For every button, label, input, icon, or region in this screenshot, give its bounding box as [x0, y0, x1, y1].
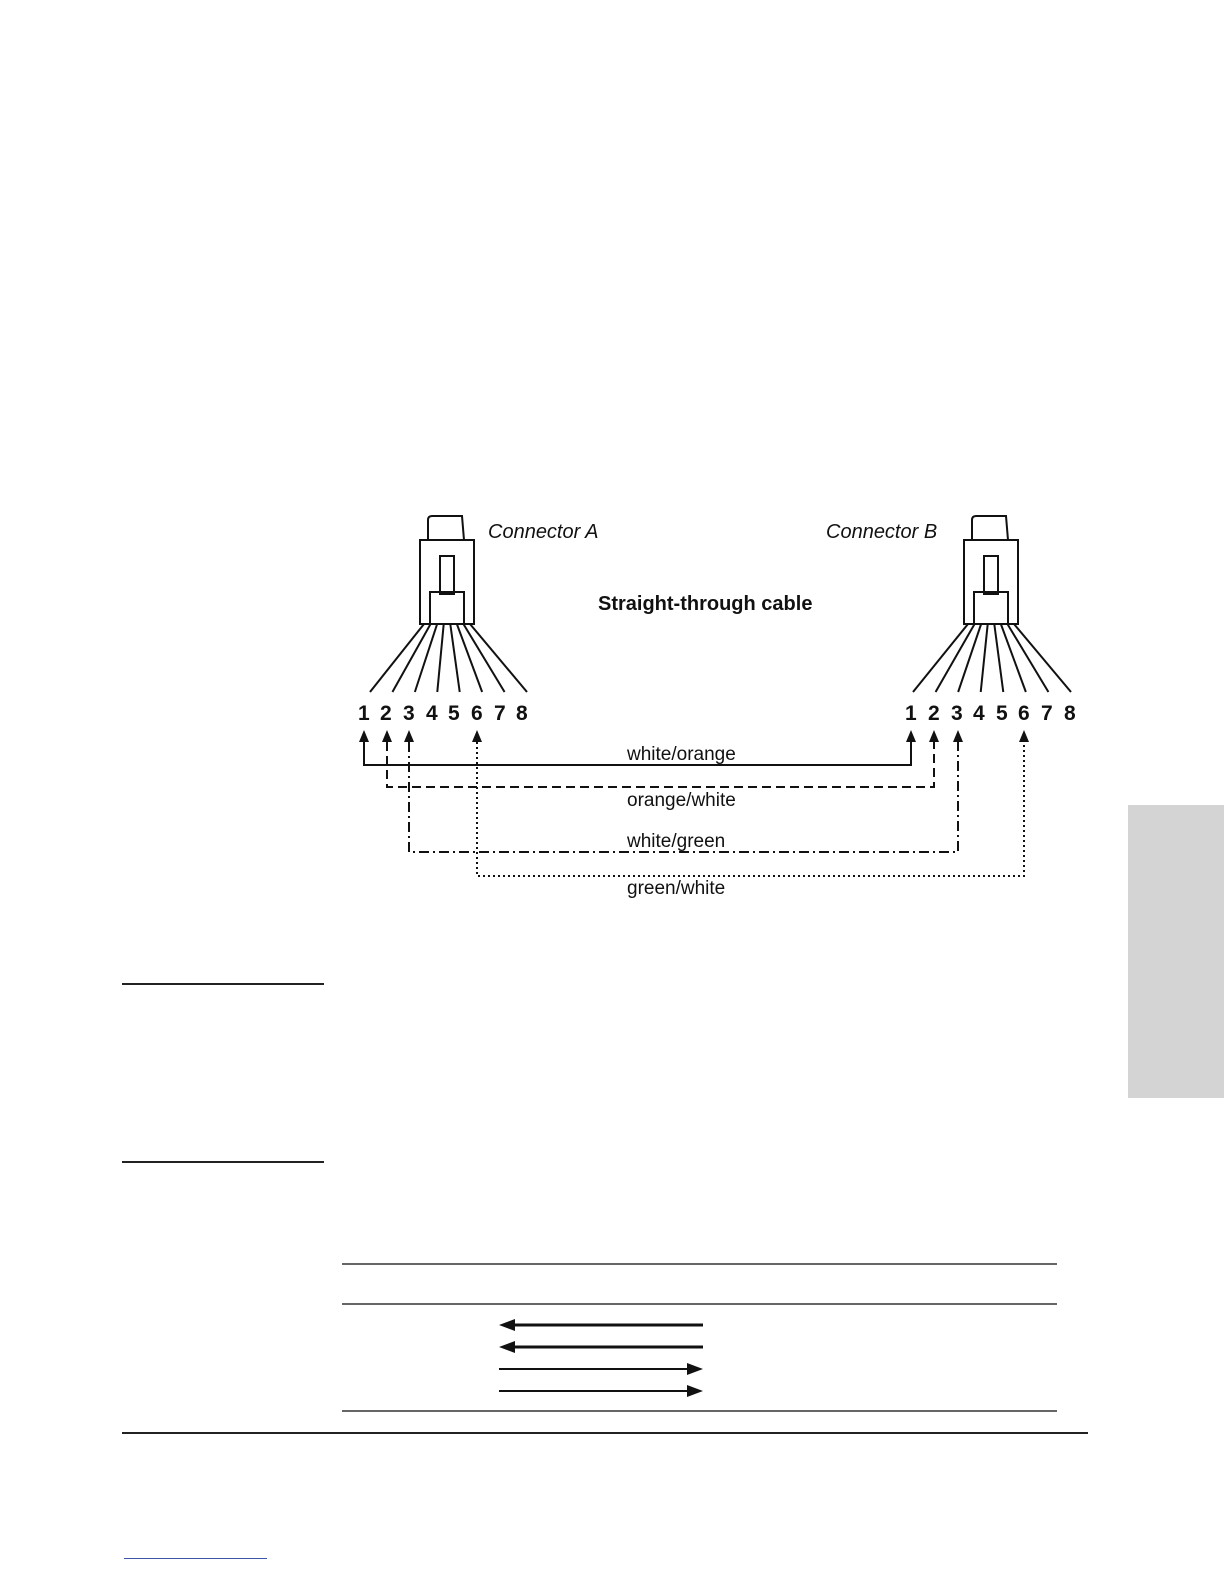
diagram-title: Straight-through cable	[598, 593, 813, 615]
wire-label-orange-white: orange/white	[627, 790, 736, 811]
arrow-a-pin3	[404, 730, 414, 742]
pin-b-6: 6	[1018, 702, 1030, 725]
connector-b-fan-wire-5	[994, 624, 1003, 692]
pin-a-6: 6	[471, 702, 483, 725]
pin-b-8: 8	[1064, 702, 1076, 725]
arrow-b-pin2	[929, 730, 939, 742]
connector-a-fan-wire-1	[370, 624, 424, 692]
pin-b-3: 3	[951, 702, 963, 725]
connector-a-label: Connector A	[488, 521, 599, 543]
connector-b-plug	[964, 516, 1018, 624]
connector-b-fan-wires	[913, 624, 1071, 692]
pin-b-2: 2	[928, 702, 940, 725]
connector-a-fan-wires	[370, 624, 527, 692]
connector-a-plug	[420, 516, 474, 624]
connector-a-fan-wire-4	[437, 624, 443, 692]
arrow-b-pin1	[906, 730, 916, 742]
wire-label-white-green: white/green	[627, 831, 726, 852]
pin-a-4: 4	[426, 702, 438, 725]
pin-b-7: 7	[1041, 702, 1053, 725]
pin-b-1: 1	[905, 702, 917, 725]
arrow-b-pin3	[953, 730, 963, 742]
pin-b-5: 5	[996, 702, 1008, 725]
table-row-3-arrow-right	[499, 1363, 703, 1375]
pin-a-7: 7	[494, 702, 506, 725]
arrow-a-pin1	[359, 730, 369, 742]
pin-a-2: 2	[380, 702, 392, 725]
wire-green-white	[477, 742, 1024, 876]
table-row-2-arrow-left	[499, 1341, 703, 1353]
connector-b-label: Connector B	[826, 521, 938, 543]
arrow-a-pin2	[382, 730, 392, 742]
pin-a-3: 3	[403, 702, 415, 725]
pin-a-1: 1	[358, 702, 370, 725]
arrow-b-pin6	[1019, 730, 1029, 742]
connector-a-fan-wire-3	[415, 624, 437, 692]
connector-b-fan-wire-4	[981, 624, 988, 692]
wire-label-green-white: green/white	[627, 878, 726, 899]
signal-table	[342, 1264, 1057, 1411]
table-row-4-arrow-right	[499, 1385, 703, 1397]
pin-a-8: 8	[516, 702, 528, 725]
table-row-1-arrow-left	[499, 1319, 703, 1331]
arrow-a-pin6	[472, 730, 482, 742]
connector-a-fan-wire-5	[450, 624, 459, 692]
pin-a-5: 5	[448, 702, 460, 725]
wire-label-white-orange: white/orange	[627, 744, 736, 765]
pin-b-4: 4	[973, 702, 985, 725]
